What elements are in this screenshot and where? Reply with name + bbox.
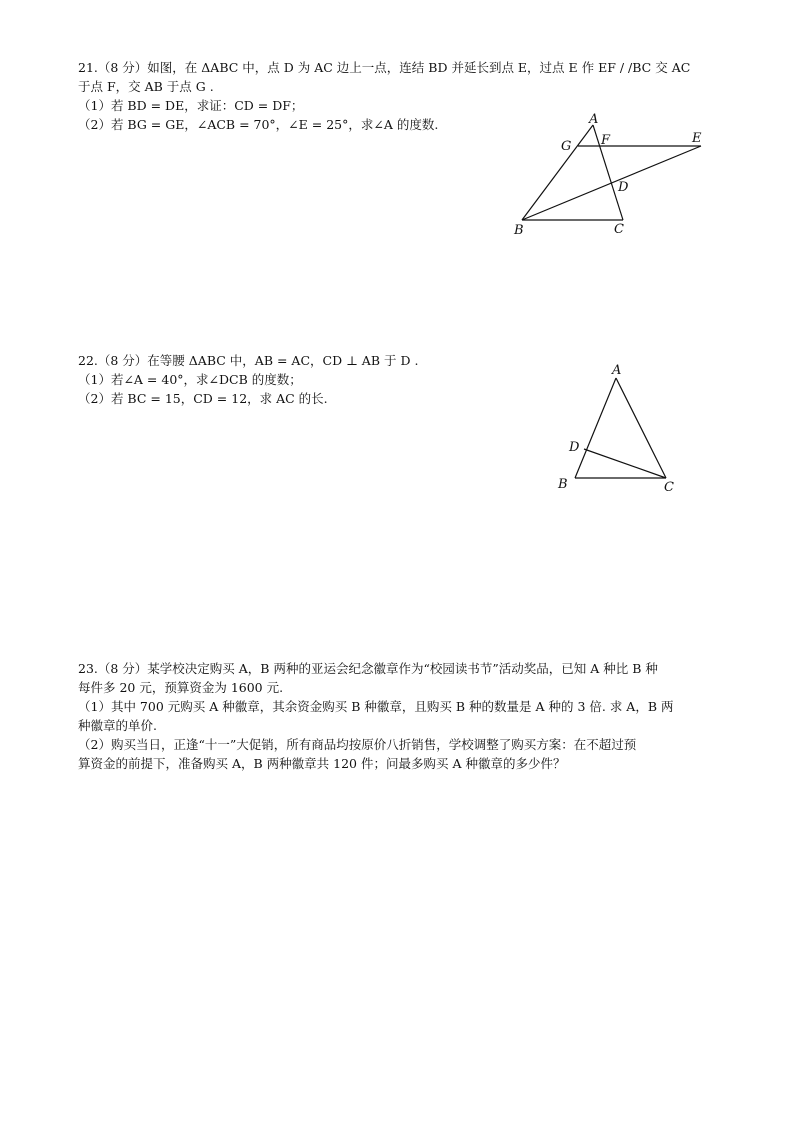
- label-a: A: [612, 363, 622, 378]
- problem-22-part-2: （2）若 BC = 15，CD = 12，求 AC 的长.: [78, 391, 328, 406]
- label-b: B: [558, 477, 568, 492]
- label-f: F: [601, 133, 611, 148]
- problem-23: [78, 659, 720, 773]
- problem-21-line-2: 于点 F，交 AB 于点 G .: [78, 79, 214, 94]
- label-a: A: [589, 112, 599, 127]
- problem-23-part-1-line-1: （1）其中 700 元购买 A 种徽章，其余资金购买 B 种徽章，且购买 B 种的数量是 A 种的 3 倍. 求 A，B 两: [78, 699, 674, 714]
- problem-21-line-1: 21.（8 分）如图，在 ΔABC 中，点 D 为 AC 边上一点，连结 BD 并延长到点 E，过点 E 作 EF / /BC 交 AC: [78, 60, 691, 75]
- problem-23-part-2-line-2: 算资金的前提下，准备购买 A，B 两种徽章共 120 件；问最多购买 A 种徽章的多少件？: [78, 756, 566, 771]
- problem-23-line-2: 每件多 20 元，预算资金为 1600 元.: [78, 680, 284, 695]
- label-c: C: [664, 480, 674, 495]
- figure-22: [552, 358, 687, 502]
- figure-22-diagram: [552, 358, 687, 498]
- label-e: E: [692, 131, 702, 146]
- problem-21-part-1: （1）若 BD = DE，求证：CD = DF；: [78, 98, 304, 113]
- segment-ab: [575, 378, 616, 478]
- label-b: B: [514, 223, 524, 238]
- segment-be: [522, 146, 701, 220]
- figure-21-diagram: [505, 108, 720, 238]
- problem-22-part-1: （1）若∠A = 40°，求∠DCB 的度数；: [78, 372, 302, 387]
- figure-21: [505, 108, 720, 242]
- problem-23-part-1-line-2: 种徽章的单价.: [78, 718, 157, 733]
- problem-21-part-2: （2）若 BG = GE，∠ACB = 70°，∠E = 25°，求∠A 的度数.: [78, 117, 439, 132]
- problem-23-line-1: 23.（8 分）某学校决定购买 A，B 两种的亚运会纪念徽章作为“校园读书节”活动奖品，已知 A 种比 B 种: [78, 661, 658, 676]
- label-c: C: [614, 222, 624, 237]
- problem-23-part-2-line-1: （2）购买当日，正逢“十一”大促销，所有商品均按原价八折销售，学校调整了购买方案：在不超过预: [78, 737, 637, 752]
- label-d: D: [569, 440, 580, 455]
- label-d: D: [618, 180, 629, 195]
- problem-22-line-1: 22.（8 分）在等腰 ΔABC 中，AB = AC，CD ⊥ AB 于 D .: [78, 353, 419, 368]
- label-g: G: [561, 139, 572, 154]
